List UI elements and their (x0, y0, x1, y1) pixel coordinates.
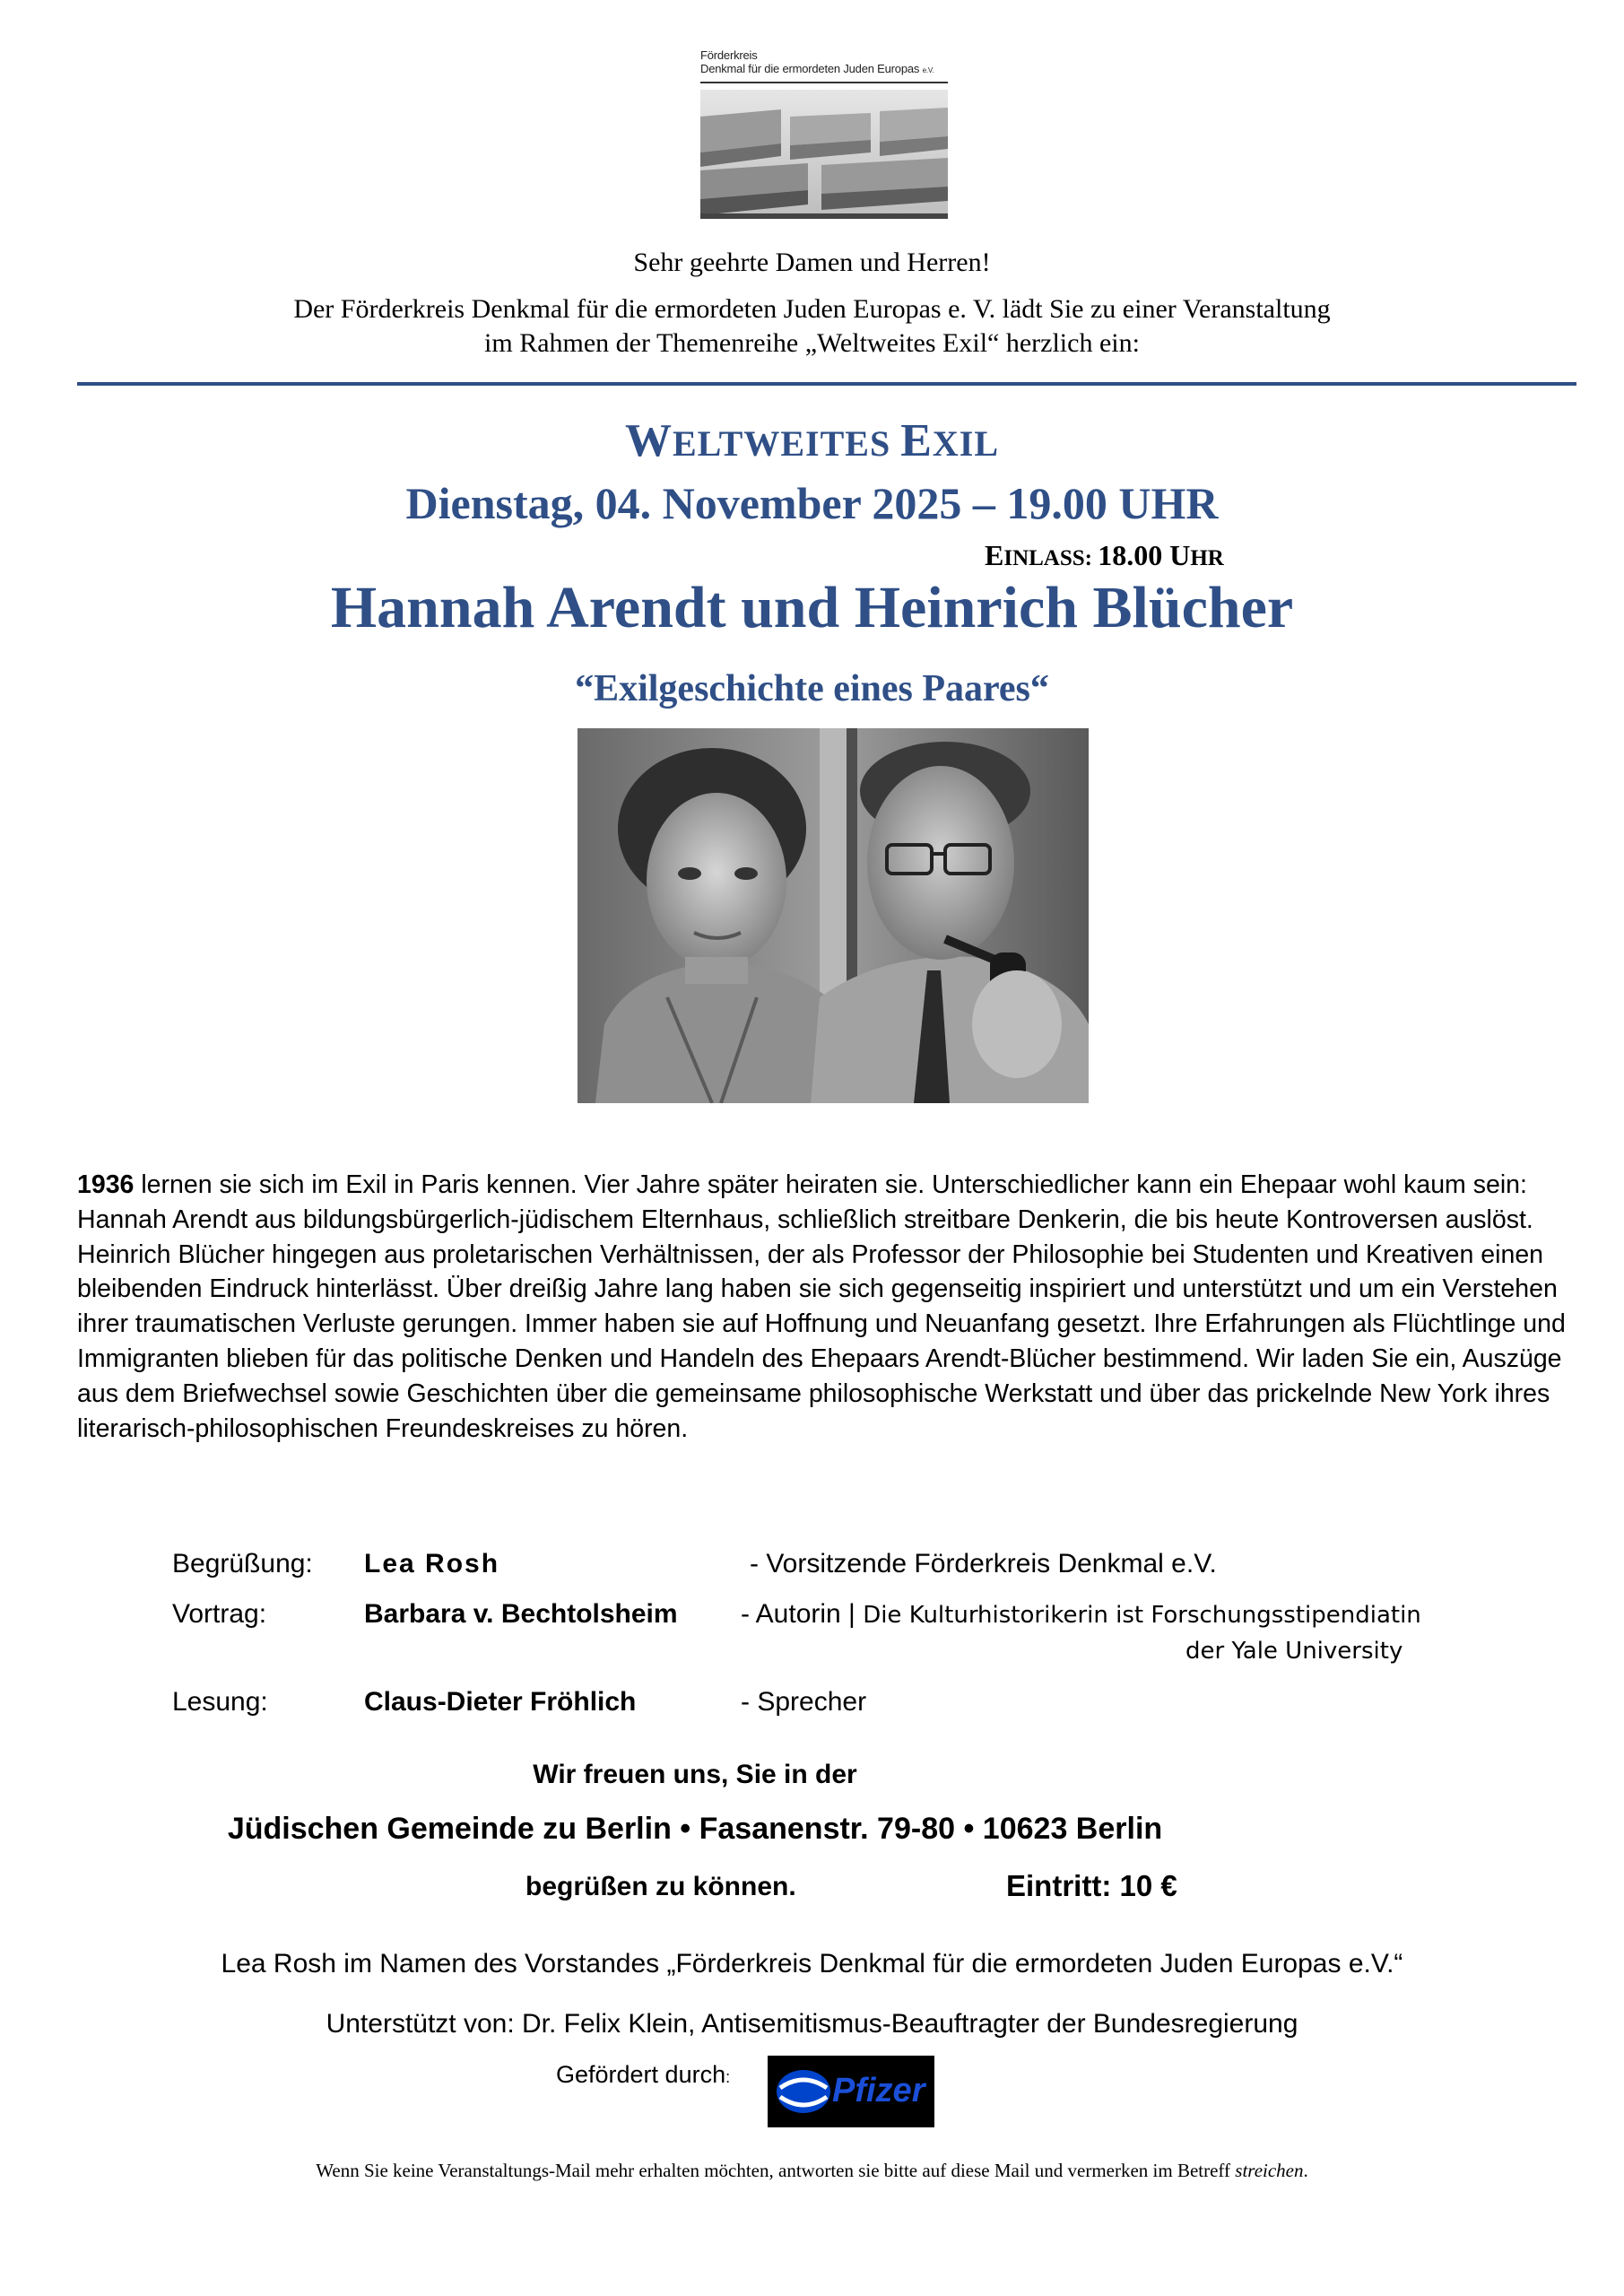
divider-rule (77, 382, 1576, 386)
program-role: - Autorin | Die Kulturhistorikerin ist Forschungsstipendiatin (741, 1599, 1421, 1629)
signoff: Lea Rosh im Namen des Vorstandes „Förderkreis Denkmal für die ermordeten Juden Europas e.V.“ (221, 1949, 1403, 1979)
supported-by: Unterstützt von: Dr. Felix Klein, Antisemitismus-Beauftragter der Bundesregierung (326, 2009, 1298, 2039)
greeting: Sehr geehrte Damen und Herren! (633, 248, 991, 277)
series-title: WELTWEITES EXIL (624, 415, 1000, 466)
entry-fee: Eintritt: 10 € (1006, 1869, 1177, 1902)
program-note: Die Kulturhistorikerin ist Forschungsstipendiatin (863, 1602, 1421, 1629)
event-date-time: Dienstag, 04. November 2025 – 19.00 UHR (405, 478, 1219, 528)
memorial-stelae-photo-icon (700, 90, 948, 219)
program-name: Lea Rosh (364, 1549, 500, 1578)
program-label: Vortrag: (172, 1599, 267, 1629)
portrait-photo-couple-icon (578, 728, 1089, 1103)
logo-divider (700, 82, 948, 83)
funded-by-label: Gefördert durch: (556, 2061, 731, 2088)
logo-line1: Förderkreis (700, 48, 758, 62)
event-description: 1936 lernen sie sich im Exil in Paris kennen. Vier Jahre später heiraten sie. Unterschiedlicher kann ein Ehepaar wohl kaum sein: Hannah Arendt aus bildungsbürgerlich-jüdischem Elternhaus, schließlich streitbare Denkerin, die bis heute Kontroversen auslöst. Heinrich Blücher hingegen aus proletarischen Verhältnissen, der als Professor der Philosophie bei Studenten und Kreativen einen bleibenden Eindruck hinterlässt. Über dreißig Jahre lang haben sie sich gegenseitig inspiriert und unterstützt und um ein Verstehen ihrer traumatischen Verluste gerungen. Immer haben sie auf Hoffnung und Neuanfang gesetzt. Ihre Erfahrungen als Flüchtlinge und Immigranten blieben für das politische Denken und Handeln des Ehepaars Arendt-Blücher bestimmend. Wir laden Sie ein, Auszüge aus dem Briefwechsel sowie Geschichten über die gemeinsame philosophische Werkstatt und über das prickelnde New York ihres literarisch-philosophischen Freundeskreises zu hören. (77, 1170, 1566, 1443)
pfizer-logo-text: Pfizer (832, 2072, 925, 2109)
welcome-text: begrüßen zu können. (525, 1872, 796, 1901)
welcome-text: Wir freuen uns, Sie in der (533, 1760, 857, 1789)
organization-logo (695, 43, 948, 219)
venue-address: Jüdischen Gemeinde zu Berlin • Fasanenstr. 79-80 • 10623 Berlin (227, 1812, 1163, 1846)
year-highlight: 1936 (77, 1170, 135, 1199)
event-subtitle: “Exilgeschichte eines Paares“ (575, 668, 1049, 709)
logo-text (700, 48, 934, 77)
admission-time: EINLASS: 18.00 UHR (985, 539, 1224, 571)
intro-line: Der Förderkreis Denkmal für die ermordeten Juden Europas e. V. lädt Sie zu einer Veranstaltung (293, 294, 1331, 324)
program-label: Begrüßung: (172, 1549, 313, 1578)
event-title: Hannah Arendt und Heinrich Blücher (330, 575, 1294, 640)
program-label: Lesung: (172, 1687, 268, 1717)
logo-line2: Denkmal für die ermordeten Juden Europas e.V. (700, 62, 934, 75)
intro-line: im Rahmen der Themenreihe „Weltweites Exil“ herzlich ein: (484, 328, 1140, 358)
program-role: - Sprecher (741, 1687, 867, 1717)
unsubscribe-note: Wenn Sie keine Veranstaltungs-Mail mehr erhalten möchten, antworten sie bitte auf diese Mail und vermerken im Betreff streichen. (316, 2160, 1308, 2181)
program-name: Barbara v. Bechtolsheim (364, 1599, 678, 1629)
program-note: der Yale University (1185, 1638, 1403, 1665)
pfizer-logo-icon (768, 2056, 934, 2127)
program-name: Claus-Dieter Fröhlich (364, 1687, 637, 1717)
program-role: - Vorsitzende Förderkreis Denkmal e.V. (750, 1549, 1217, 1578)
